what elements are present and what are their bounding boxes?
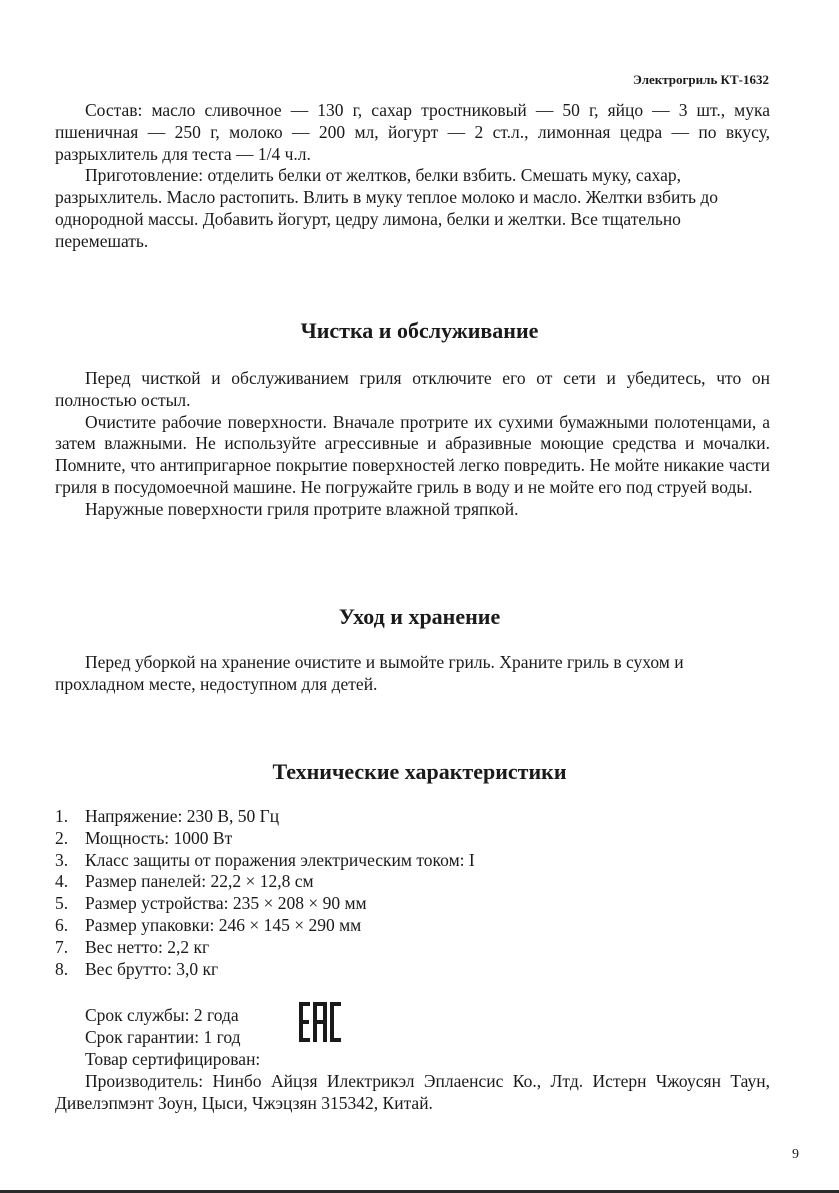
cleaning-block (55, 368, 770, 521)
service-life: Срок службы: 2 года (85, 1005, 239, 1025)
cleaning-paragraph: Наружные поверхности гриля протрите влажной тряпкой. (85, 498, 519, 519)
manufacturer-text: Производитель: Нинбо Айцзя Илектрикэл Эплаенсис Ко., Лтд. Истерн Чжоусян Таун, Дивелэпмэнт Зоун, Цыси, Чжэцзян 315342, Китай. (55, 1071, 770, 1113)
storage-title: Уход и хранение (338, 604, 501, 629)
spec-item: 5. Размер устройства: 235 × 208 × 90 мм (55, 893, 367, 914)
spec-item: 7. Вес нетто: 2,2 кг (55, 936, 210, 957)
warranty-period: Срок гарантии: 1 год (85, 1026, 241, 1047)
certified-note: Товар сертифицирован: (85, 1048, 261, 1069)
cleaning-title: Чистка и обслуживание (300, 318, 539, 343)
spec-item: 1. Напряжение: 230 В, 50 Гц (55, 806, 280, 826)
recipe-preparation: Приготовление: отделить белки от желтков, белки взбить. Смешать муку, сахар, разрыхлитель. Масло растопить. Влить в муку теплое молоко и масло. Желтки взбить до однородной массы. Добавить йогурт, цедру лимона, белки и желтки. Все тщательно перемешать. (55, 165, 718, 251)
service-info (85, 1005, 260, 1070)
eac-certification-icon (298, 1001, 342, 1043)
recipe-block (55, 100, 770, 253)
storage-block (55, 652, 770, 696)
running-header: Электрогриль КТ-1632 (633, 72, 769, 87)
specs-title: Технические характеристики (272, 759, 567, 784)
page-number: 9 (792, 1147, 799, 1162)
manufacturer-block (55, 1071, 770, 1115)
recipe-ingredients: Состав: масло сливочное — 130 г, сахар тростниковый — 50 г, яйцо — 3 шт., мука пшеничная — 250 г, молоко — 200 мл, йогурт — 2 ст.л., лимонная цедра — по вкусу, разрыхлитель для теста — 1/4 ч.л. (55, 100, 770, 164)
cleaning-paragraph: Перед чисткой и обслуживанием гриля отключите его от сети и убедитесь, что он полностью остыл. (55, 368, 770, 410)
storage-paragraph: Перед уборкой на хранение очистите и вымойте гриль. Храните гриль в сухом и прохладном месте, недоступном для детей. (55, 652, 684, 694)
cleaning-paragraph: Очистите рабочие поверхности. Вначале протрите их сухими бумажными полотенцами, а затем влажными. Не используйте агрессивные и абразивные моющие средства и мочалки. Помните, что антипригарное покрытие поверхностей легко повредить. Не мойте никакие части гриля в посудомоечной машине. Не погружайте гриль в воду и не мойте его под струей воды. (55, 411, 770, 497)
spec-item: 6. Размер упаковки: 246 × 145 × 290 мм (55, 914, 362, 935)
spec-item: 4. Размер панелей: 22,2 × 12,8 см (55, 871, 314, 892)
spec-item: 2. Мощность: 1000 Вт (55, 827, 233, 848)
specs-list (55, 806, 475, 980)
spec-item: 8. Вес брутто: 3,0 кг (55, 958, 219, 979)
spec-item: 3. Класс защиты от поражения электрическим током: I (55, 849, 475, 870)
